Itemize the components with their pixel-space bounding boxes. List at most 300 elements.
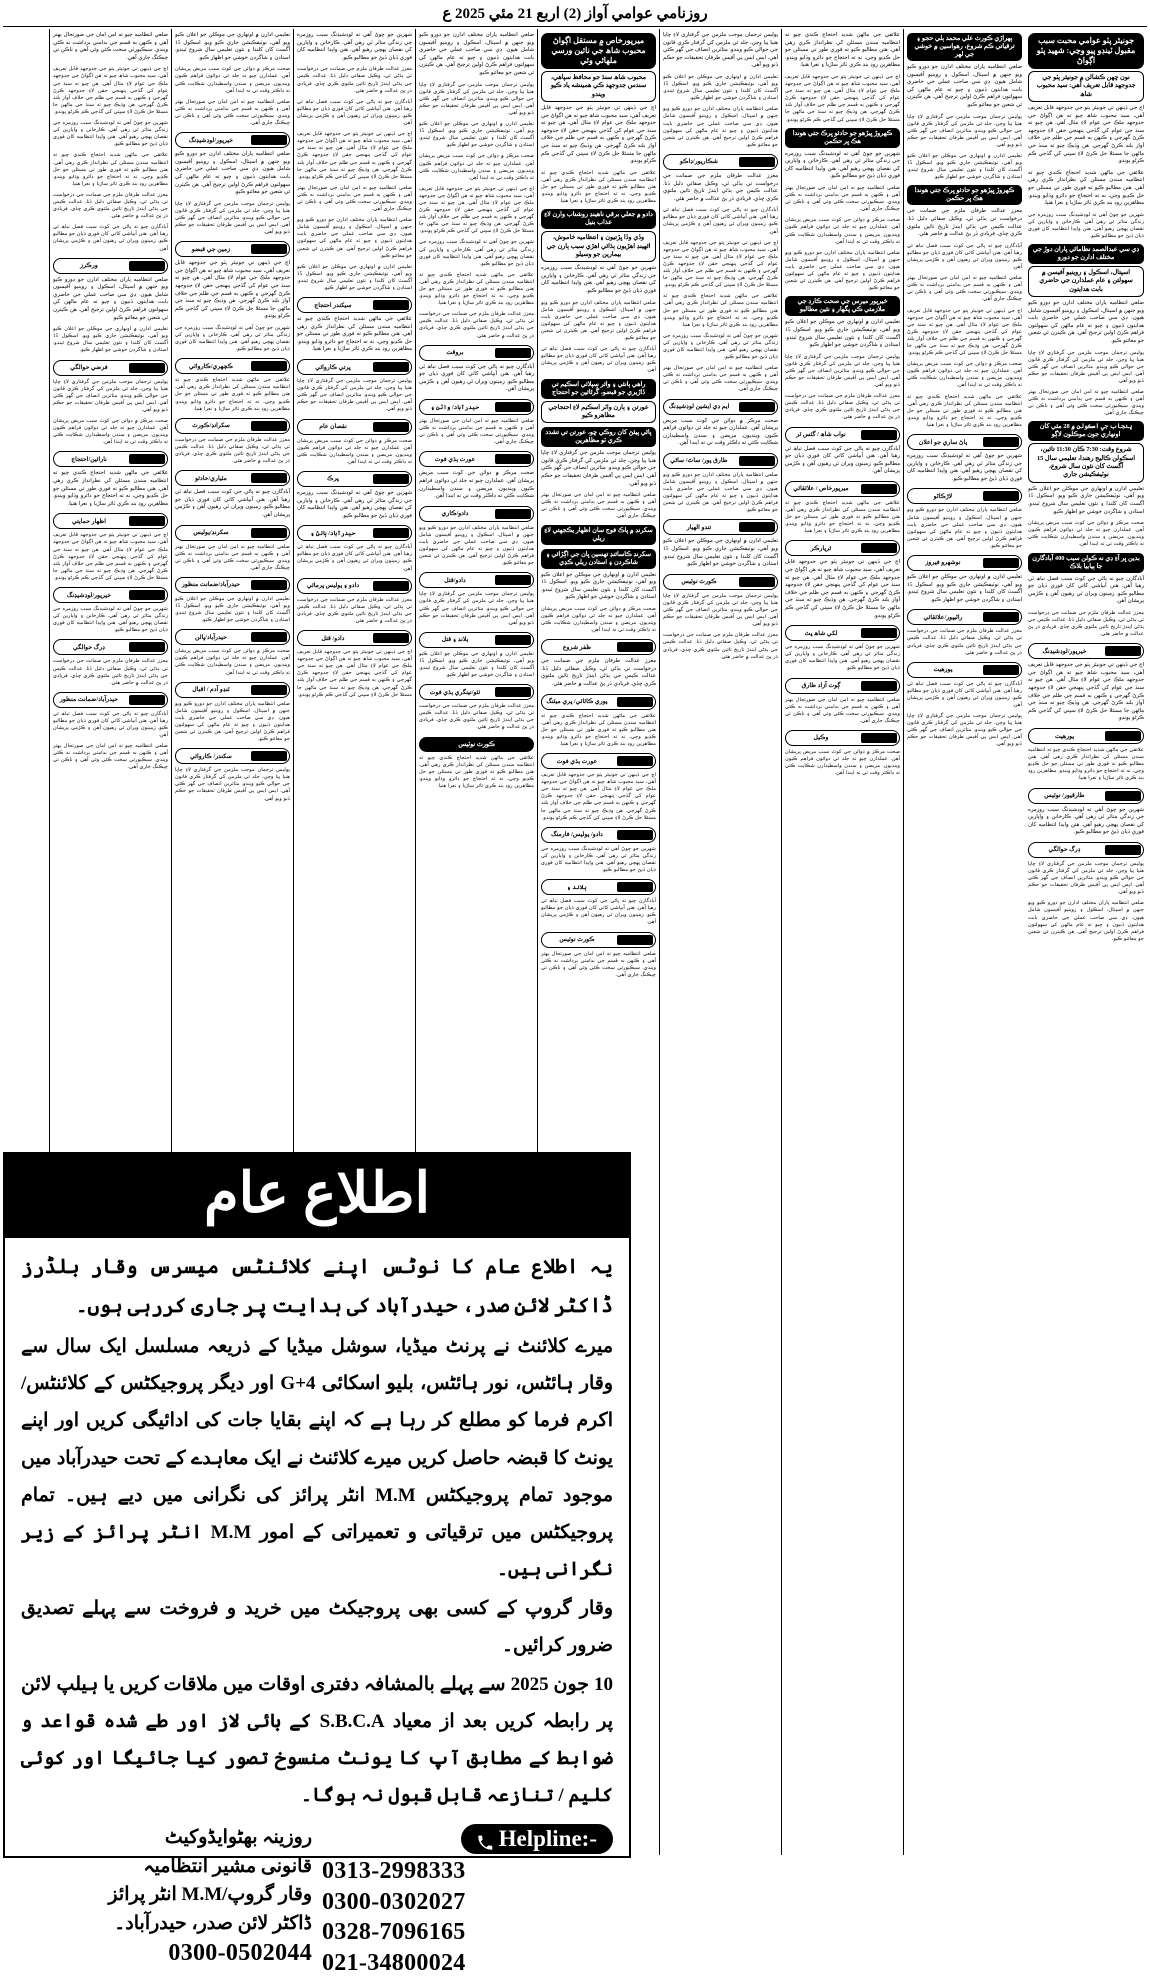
ad-paragraph: 10 جون 2025 سے پہلے بالمشافہ دفتری اوقات میں ملاقات کریں یا ہیلپ لائن پر رابطہ کریں بعد از معیاد S.B.C.A کے بائی لاز اور طے شدہ قواعد و ضوابط کے مطابق آپ کا یونٹ منسوخ تصور کیا جائیگا اور کوئی کلیم / تنازعہ قابل قبول نہ ہوگا۔ (21, 1673, 614, 1806)
headline-dadu-electric-sub: وڏي وڏا ڀڙتيون ۽ انتظاميه خاموش، اڻهينڊ اهڙيون ٻڌائي اهڙي سبب ٻارن جي بيمارين جو وسيلو (541, 231, 656, 262)
chip-label: عورت ٻڌي فوت (434, 455, 476, 463)
section-chip[interactable] (663, 453, 778, 469)
article-body: تعليمي ادارن ۾ اونهاري جي موڪلن جو اعلان ڪيو ويو آهي، نوٽيفڪيشن جاري ڪيو ويو. اسڪول 15 آگسٽ کان کلندا ۽ نئون تعليمي سال شروع ٿيندو. استادن ۽ شاگردن خوشي جو اظهار ڪيو. (297, 263, 412, 291)
redaction-block (495, 402, 531, 412)
chip-label: ٽنڊو آدم / اقبال (192, 686, 230, 694)
section-chip[interactable] (1028, 728, 1144, 744)
section-chip[interactable] (541, 694, 656, 710)
redaction-block (861, 543, 897, 553)
redaction-block (617, 882, 653, 892)
section-chip[interactable] (1028, 788, 1144, 804)
article-body: آبادگارن چيو ته پاڻي جي کوٽ سبب فصل تباھ ٿي رهيا آهن. هنن آبپاشي کاتي کان فوري ڌيان جو مطالبو ڪيو. زمينون ويران ٿي رهيون آهن ۽ ڪڙمي پريشان آهن. (297, 544, 412, 572)
section-chip[interactable] (541, 639, 656, 655)
section-chip[interactable] (175, 682, 290, 698)
section-chip[interactable] (53, 587, 168, 603)
section-chip[interactable] (297, 630, 412, 646)
chip-label: نوشهرو فيروز (925, 559, 961, 567)
article-body: معزز عدالت طرفان ملزم جي ضمانت جي درخواست تي ٻڌڻي ٿي، وڪيل صفائي دليل ڏنا. عدالت ڪيس جي ٻڌڻي ايندڙ تاريخ تائين ملتوي ڪري ڇڏي. فريادي ڌر پڻ عدالت ۾ حاضر هئي. (297, 596, 412, 624)
signature-org: وقار گروپ/M.M انٹر پرائز (108, 1884, 312, 1905)
article-body: ضلعي انتظاميه پاران مختلف ادارن جو دورو ڪيو ويو جنهن ۾ اسپتال، اسڪول ۽ روينيو آفيسون شامل هيون. ڊي سي صاحب عملي جي حاضري بابت هدايتون ڏنيون ۽ چيو ته عام ماڻهن کي سهولتون فراهم ڪرڻ اولين ترجيح آهي. هن ڪيترن ئي شعبن جو معائنو ڪيو. (53, 276, 168, 321)
section-chip[interactable] (53, 513, 168, 529)
article-body: ضلعي انتظاميه چيو ته امن امان جي صورتحال بهتر آهي ۽ ڪنهن به قسم جي بدامني برداشت نه ڪئي ويندي. سيڪيورٽي سخت ڪئي وئي آهي ۽ ناڪن تي چيڪنگ جاري آهي. (1028, 389, 1144, 417)
chip-label: شڪارپور/ڊاڪو (679, 158, 719, 166)
article-body: شهرين جو چوڻ آهي ته لوڊشيڊنگ سبب روزمره جي زندگي متاثر ٿي رهي آهي. ڪارخانن ۽ واپارين کي نقصان پهچي رهيو آهي. هنن واپڊا انتظاميه کان فوري ڌيان ڏيڻ جو مطالبو ڪيو. (53, 120, 168, 148)
article-body: اڄ جي ڏينهن تي جونيئر پٽو جي جدوجهد قابل تعريف آهي، سيد محبوب شاھ چيو ته هن اڳواڻ جي جدوجهد ملڪ جي عوام لاءِ مثال آهي. هن چيو ته سنڌ جي عوام کي گڏجي پنهنجي حقن لاءِ جدوجهد ڪرڻ گهرجي ۽ ڪنهن به قسم جي ظلم جي خلاف آواز بلند ڪرڻ گهرجي. هن وڌيڪ چيو ته سنڌ جي ماڻهن جا مسئلا حل ڪرڻ لاءِ سڀني کي گڏجي ڪم ڪرڻو پوندو. (297, 649, 412, 698)
section-chip[interactable] (785, 481, 900, 497)
section-chip[interactable] (175, 470, 290, 486)
section-chip[interactable] (663, 574, 778, 590)
signature-address: ڈاکٹر لائن صدر، حیدرآباد۔ (114, 1912, 312, 1934)
headline-school-holidays-sub: شروع وقت: 7:30 ڪان 11:30 تائين، اسڪولن ڪاليج رهندا، تعليمي سال 15 آگسٽ کان نئون سال شروع، نوٽيفڪيشن جاري (1028, 443, 1144, 482)
ad-body (5, 1238, 629, 1820)
article-body: آبادگارن چيو ته پاڻي جي کوٽ سبب فصل تباھ ٿي رهيا آهن. هنن آبپاشي کاتي کان فوري ڌيان جو مطالبو ڪيو. زمينون ويران ٿي رهيون آهن ۽ ڪڙمي پريشان آهن. (419, 363, 534, 393)
redaction-block (129, 454, 165, 464)
article-body: صحت مرڪز ۾ دوائن جي کوٽ سبب مريض پريشان آهن. عملدارن چيو ته جلد ئي دوائون فراهم ڪيون وينديون. مريضن ۽ سندن واسطيدارن شڪايت ڪئي ته ڊاڪٽر وقت تي نه ايندا آهن. (785, 217, 900, 245)
article-body: آبادگارن چيو ته پاڻي جي کوٽ سبب فصل تباھ ٿي رهيا آهن. هنن آبپاشي کاتي کان فوري ڌيان جو مطالبو ڪيو. زمينون ويران ٿي رهيون آهن ۽ ڪڙمي پريشان آهن. (53, 224, 168, 252)
section-chip[interactable] (541, 827, 656, 843)
article-body: اڄ جي ڏينهن تي جونيئر پٽو جي جدوجهد قابل تعريف آهي، سيد محبوب شاھ چيو ته هن اڳواڻ جي جدوجهد ملڪ جي عوام لاءِ مثال آهي. هن چيو ته سنڌ جي عوام کي گڏجي پنهنجي حقن لاءِ جدوجهد ڪرڻ گهرجي ۽ ڪنهن به قسم جي ظلم جي خلاف آواز بلند ڪرڻ گهرجي. هن وڌيڪ چيو ته سنڌ جي ماڻهن جا مسئلا حل ڪرڻ لاءِ سڀني کي گڏجي ڪم ڪرڻو پوندو. (419, 185, 534, 235)
article-body: اڄ جي ڏينهن تي جونيئر پٽو جي جدوجهد قابل تعريف آهي، سيد محبوب شاھ چيو ته هن اڳواڻ جي جدوجهد ملڪ جي عوام لاءِ مثال آهي. هن چيو ته سنڌ جي عوام کي گڏجي پنهنجي حقن لاءِ جدوجهد ڪرڻ گهرجي ۽ ڪنهن به قسم جي ظلم جي خلاف آواز بلند ڪرڻ گهرجي. هن وڌيڪ چيو ته سنڌ جي ماڻهن جا مسئلا حل ڪرڻ لاءِ سڀني کي گڏجي ڪم ڪرڻو پوندو. (1028, 662, 1144, 722)
section-chip[interactable] (907, 609, 1022, 625)
article-body: ضلعي انتظاميه چيو ته امن امان جي صورتحال بهتر آهي ۽ ڪنهن به قسم جي بدامني برداشت نه ڪئي ويندي. سيڪيورٽي سخت ڪئي وئي آهي ۽ ناڪن تي چيڪنگ جاري آهي. (53, 32, 168, 61)
section-chip[interactable] (175, 525, 290, 541)
article-body: علائقي جي ماڻهن شديد احتجاج ڪندي چيو ته انتظاميه سندن مسئلن کي نظرانداز ڪري رهي آهي. هنن مطالبو ڪيو ته فوري طور تي مسئلن جو حل ڪڍيو وڃي، نه ته احتجاج جو دائرو وڌايو ويندو. مظاهرين روڊ بند ڪري ٽائر ساڙيا ۽ نعرا هنيا. (175, 377, 290, 412)
section-chip[interactable] (419, 399, 534, 415)
section-chip[interactable] (907, 488, 1022, 504)
article-body: اڄ جي ڏينهن تي جونيئر پٽو جي جدوجهد قابل تعريف آهي، سيد محبوب شاھ چيو ته هن اڳواڻ جي جدوجهد ملڪ جي عوام لاءِ مثال آهي. هن چيو ته سنڌ جي عوام کي گڏجي پنهنجي حقن لاءِ جدوجهد ڪرڻ گهرجي ۽ ڪنهن به قسم جي ظلم جي خلاف آواز بلند ڪرڻ گهرجي. هن وڌيڪ چيو ته سنڌ جي ماڻهن جا مسئلا حل ڪرڻ لاءِ سڀني کي گڏجي ڪم ڪرڻو پوندو. (175, 260, 290, 320)
section-chip[interactable] (419, 345, 534, 361)
redaction-block (373, 528, 409, 538)
redaction-block (983, 491, 1019, 501)
article-body: آبادگارن چيو ته پاڻي جي کوٽ سبب فصل تباھ ٿي رهيا آهن. هنن آبپاشي کاتي کان فوري ڌيان جو مطالبو ڪيو. زمينون ويران ٿي رهيون آهن ۽ ڪڙمي پريشان آهن. (541, 346, 656, 374)
redaction-block (251, 421, 287, 431)
article-body: معزز عدالت طرفان ملزم جي ضمانت جي درخواست تي ٻڌڻي ٿي، وڪيل صفائي دليل ڏنا. عدالت ڪيس جي ٻڌڻي ايندڙ تاريخ تائين ملتوي ڪري ڇڏي. فريادي ڌر پڻ عدالت ۾ حاضر هئي. (663, 172, 778, 202)
section-chip[interactable] (419, 632, 534, 648)
chip-label: ورڪرز (80, 262, 98, 270)
article-body: پوليس ترجمان موجب ملزمن جي گرفتاري لاءِ ڇاپا هنيا پيا وڃن، جلد ئي ملزمن کي گرفتار ڪري قانون جي حوالي ڪيو ويندو. متاثرين انصاف جي گهر ڪئي آهي. ايس ايس پي آفيس طرفان تحقيقات جو حڪم ڏنو ويو آهي. (297, 378, 412, 413)
chip-label: دادو ۽ پوليس ڀرمائي (306, 582, 360, 590)
chip-label: بروقت (446, 349, 464, 357)
article-body: ضلعي انتظاميه چيو ته امن امان جي صورتحال بهتر آهي ۽ ڪنهن به قسم جي بدامني برداشت نه ڪئي ويندي. سيڪيورٽي سخت ڪئي وئي آهي ۽ ناڪن تي چيڪنگ جاري آهي. (53, 743, 168, 771)
redaction-block (373, 581, 409, 591)
section-chip[interactable] (785, 625, 900, 641)
redaction-block (373, 422, 409, 432)
redaction-block (373, 300, 409, 310)
section-chip[interactable] (907, 662, 1022, 678)
article-body: ضلعي انتظاميه چيو ته امن امان جي صورتحال بهتر آهي ۽ ڪنهن به قسم جي بدامني برداشت نه ڪئي ويندي. سيڪيورٽي سخت ڪئي وئي آهي ۽ ناڪن تي چيڪنگ جاري آهي. (175, 98, 290, 127)
article-body: آبادگارن چيو ته پاڻي جي کوٽ سبب فصل تباھ ٿي رهيا آهن. هنن آبپاشي کاتي کان فوري ڌيان جو مطالبو ڪيو. زمينون ويران ٿي رهيون آهن ۽ ڪڙمي پريشان آهن. (785, 445, 900, 475)
redaction-block (495, 575, 531, 585)
article-body: تعليمي ادارن ۾ اونهاري جي موڪلن جو اعلان ڪيو ويو آهي، نوٽيفڪيشن جاري ڪيو ويو. اسڪول 15 آگسٽ کان کلندا ۽ نئون تعليمي سال شروع ٿيندو. استادن ۽ شاگردن خوشي جو اظهار ڪيو. (907, 573, 1022, 603)
article-body: علائقي جي ماڻهن شديد احتجاج ڪندي چيو ته انتظاميه سندن مسئلن کي نظرانداز ڪري رهي آهي. هنن مطالبو ڪيو ته فوري طور تي مسئلن جو حل ڪڍيو وڃي، نه ته احتجاج جو دائرو وڌايو ويندو. مظاهرين روڊ بند ڪري ٽائر ساڙيا ۽ نعرا هنيا. (1028, 747, 1144, 782)
chip-label: پوري ڪاٽائي/ ڀري ميٽنگ (546, 698, 608, 706)
article-body: ضلعي انتظاميه پاران مختلف ادارن جو دورو ڪيو ويو جنهن ۾ اسپتال، اسڪول ۽ روينيو آفيسون شامل هيون. ڊي سي صاحب عملي جي حاضري بابت هدايتون ڏنيون ۽ چيو ته عام ماڻهن کي سهولتون فراهم ڪرڻ اولين ترجيح آهي. هن ڪيترن ئي شعبن جو معائنو ڪيو. (907, 507, 1022, 549)
article-body: ضلعي انتظاميه پاران مختلف ادارن جو دورو ڪيو ويو جنهن ۾ اسپتال، اسڪول ۽ روينيو آفيسون شامل هيون. ڊي سي صاحب عملي جي حاضري بابت هدايتون ڏنيون ۽ چيو ته عام ماڻهن کي سهولتون فراهم ڪرڻ اولين ترجيح آهي. هن ڪيترن ئي شعبن جو معائنو ڪيو. (175, 151, 290, 196)
redaction-block (739, 522, 775, 532)
article-body: آبادگارن چيو ته پاڻي جي کوٽ سبب فصل تباھ ٿي رهيا آهن. هنن آبپاشي کاتي کان فوري ڌيان جو مطالبو ڪيو. زمينون ويران ٿي رهيون آهن ۽ ڪڙمي پريشان آهن. (907, 680, 1022, 708)
chip-label: ڀرڪ (327, 475, 339, 483)
headline-army-rally: سکرنڊ ۾ پاڪ فوج سان اظهار يڪجهتي لاءِ ريلي (541, 525, 656, 545)
article-body: اڄ جي ڏينهن تي جونيئر پٽو جي جدوجهد قابل تعريف آهي، سيد محبوب شاھ چيو ته هن اڳواڻ جي جدوجهد ملڪ جي عوام لاءِ مثال آهي. هن چيو ته سنڌ جي عوام کي گڏجي پنهنجي حقن لاءِ جدوجهد ڪرڻ گهرجي ۽ ڪنهن به قسم جي ظلم جي خلاف آواز بلند ڪرڻ گهرجي. هن وڌيڪ چيو ته سنڌ جي ماڻهن جا مسئلا حل ڪرڻ لاءِ سڀني کي گڏجي ڪم ڪرڻو پوندو. (541, 772, 656, 821)
redaction-block (251, 361, 287, 371)
article-body: پوليس ترجمان موجب ملزمن جي گرفتاري لاءِ ڇاپا هنيا پيا وڃن، جلد ئي ملزمن کي گرفتار ڪري قانون جي حوالي ڪيو ويندو. متاثرين انصاف جي گهر ڪئي آهي. ايس ايس پي آفيس طرفان تحقيقات جو حڪم ڏنو ويو آهي. (419, 81, 534, 116)
article-body: شهرين جو چوڻ آهي ته لوڊشيڊنگ سبب روزمره جي زندگي متاثر ٿي رهي آهي. ڪارخانن ۽ واپارين کي نقصان پهچي رهيو آهي. هنن واپڊا انتظاميه کان فوري ڌيان ڏيڻ جو مطالبو ڪيو. (663, 332, 778, 361)
chip-label: دادو/قتل (444, 576, 466, 584)
article-body: ضلعي انتظاميه چيو ته امن امان جي صورتحال بهتر آهي ۽ ڪنهن به قسم جي بدامني برداشت نه ڪئي ويندي. سيڪيورٽي سخت ڪئي وئي آهي ۽ ناڪن تي چيڪنگ جاري آهي. (785, 696, 900, 724)
article-body: صحت مرڪز ۾ دوائن جي کوٽ سبب مريض پريشان آهن. عملدارن چيو ته جلد ئي دوائون فراهم ڪيون وينديون. مريضن ۽ سندن واسطيدارن شڪايت ڪئي ته ڊاڪٽر وقت تي نه ايندا آهن. (175, 66, 290, 94)
chip-label: نقصان عام (319, 423, 347, 431)
column-4 (659, 29, 781, 1855)
chip-label: خيرپور/لوڊشيڊنگ (188, 136, 234, 144)
chip-label: وڪيل (813, 734, 829, 742)
section-chip[interactable] (297, 525, 412, 541)
article-body: شهرين جو چوڻ آهي ته لوڊشيڊنگ سبب روزمره جي زندگي متاثر ٿي رهي آهي. ڪارخانن ۽ واپارين کي نقصان پهچي رهيو آهي. هنن واپڊا انتظاميه کان فوري ڌيان ڏيڻ جو مطالبو ڪيو. (1028, 806, 1144, 836)
redaction-block (251, 751, 287, 761)
article-body: تعليمي ادارن ۾ اونهاري جي موڪلن جو اعلان ڪيو ويو آهي، نوٽيفڪيشن جاري ڪيو ويو. اسڪول 15 آگسٽ کان کلندا ۽ نئون تعليمي سال شروع ٿيندو. استادن ۽ شاگردن خوشي جو اظهار ڪيو. (663, 73, 778, 102)
article-body: آبادگارن چيو ته پاڻي جي کوٽ سبب فصل تباھ ٿي رهيا آهن. هنن آبپاشي کاتي کان فوري ڌيان جو مطالبو ڪيو. زمينون ويران ٿي رهيون آهن ۽ ڪڙمي پريشان آهن. (297, 98, 412, 127)
chip-label: تندو الهيار (686, 523, 712, 531)
article-body: ضلعي انتظاميه چيو ته امن امان جي صورتحال بهتر آهي ۽ ڪنهن به قسم جي بدامني برداشت نه ڪئي ويندي. سيڪيورٽي سخت ڪئي وئي آهي ۽ ناڪن تي چيڪنگ جاري آهي. (541, 492, 656, 520)
redaction-block (983, 612, 1019, 622)
article-body: علائقي جي ماڻهن شديد احتجاج ڪندي چيو ته انتظاميه سندن مسئلن کي نظرانداز ڪري رهي آهي. هنن مطالبو ڪيو ته فوري طور تي مسئلن جو حل ڪڍيو وڃي، نه ته احتجاج جو دائرو وڌايو ويندو. مظاهرين روڊ بند ڪري ٽائر ساڙيا ۽ نعرا هنيا. (541, 712, 656, 747)
article-body: ضلعي انتظاميه پاران مختلف ادارن جو دورو ڪيو ويو جنهن ۾ اسپتال، اسڪول ۽ روينيو آفيسون شامل هيون. ڊي سي صاحب عملي جي حاضري بابت هدايتون ڏنيون ۽ چيو ته عام ماڻهن کي سهولتون فراهم ڪرڻ اولين ترجيح آهي. هن ڪيترن ئي شعبن جو معائنو ڪيو. (1028, 300, 1144, 345)
redaction-block (495, 687, 531, 697)
ad-paragraph: يہ اطلاع عام کا نوٹس اپنے کلائنٹس میسرس وقار بلڈرز ڈاکٹر لائن صدر، حیدرآباد کی ہدایت پر جاری کررہی ہوں۔ (21, 1256, 613, 1318)
redaction-block (861, 628, 897, 638)
chip-label: حيدرآباد/ضمانت منظور (59, 696, 119, 704)
article-body: پوليس ترجمان موجب ملزمن جي گرفتاري لاءِ ڇاپا هنيا پيا وڃن، جلد ئي ملزمن کي گرفتار ڪري قانون جي حوالي ڪيو ويندو. متاثرين انصاف جي گهر ڪئي آهي. ايس ايس پي آفيس طرفان تحقيقات جو حڪم ڏنو ويو آهي. (907, 713, 1022, 748)
headline-ghairo: ڪهروڙ ڀيڙهو جو حادثو ڀرڪ جتي هوندا هڪ ڀر حڪمن (907, 185, 1022, 205)
section-chip[interactable] (419, 572, 534, 588)
chip-label: راڻيپور/علائقائي (923, 613, 963, 621)
article-body: پوليس ترجمان موجب ملزمن جي گرفتاري لاءِ ڇاپا هنيا پيا وڃن، جلد ئي ملزمن کي گرفتار ڪري قانون جي حوالي ڪيو ويندو. متاثرين انصاف جي گهر ڪئي آهي. ايس ايس پي آفيس طرفان تحقيقات جو حڪم ڏنو ويو آهي. (53, 378, 168, 413)
article-body: تعليمي ادارن ۾ اونهاري جي موڪلن جو اعلان ڪيو ويو آهي، نوٽيفڪيشن جاري ڪيو ويو. اسڪول 15 آگسٽ کان کلندا ۽ نئون تعليمي سال شروع ٿيندو. استادن ۽ شاگردن خوشي جو اظهار ڪيو. (419, 650, 534, 679)
article-body: صحت مرڪز ۾ دوائن جي کوٽ سبب مريض پريشان آهن. عملدارن چيو ته جلد ئي دوائون فراهم ڪيون وينديون. مريضن ۽ سندن واسطيدارن شڪايت ڪئي ته ڊاڪٽر وقت تي نه ايندا آهن. (1028, 520, 1144, 548)
redaction-block (251, 580, 287, 590)
section-chip[interactable] (53, 639, 168, 655)
signature-phone[interactable]: 0300-0502044 (168, 1940, 312, 1966)
article-body: اڄ جي ڏينهن تي جونيئر پٽو جي جدوجهد قابل تعريف آهي، سيد محبوب شاھ چيو ته هن اڳواڻ جي جدوجهد ملڪ جي عوام لاءِ مثال آهي. هن چيو ته سنڌ جي عوام کي گڏجي پنهنجي حقن لاءِ جدوجهد ڪرڻ گهرجي ۽ ڪنهن به قسم جي ظلم جي خلاف آواز بلند ڪرڻ گهرجي. هن وڌيڪ چيو ته سنڌ جي ماڻهن جا مسئلا حل ڪرڻ لاءِ سڀني کي گڏجي ڪم ڪرڻو پوندو. (297, 131, 412, 180)
headline-rahi-water: راهي ٻانئي ۽ وائر سپلائي اسڪيم تي ڏاڙيري جو قبضو، گُرڻائين جو احتجاج (541, 379, 656, 399)
column-1 (1025, 29, 1147, 1855)
article-body: ضلعي انتظاميه پاران مختلف ادارن جو دورو ڪيو ويو جنهن ۾ اسپتال، اسڪول ۽ روينيو آفيسون شامل هيون. ڊي سي صاحب عملي جي حاضري بابت هدايتون ڏنيون ۽ چيو ته عام ماڻهن کي سهولتون فراهم ڪرڻ اولين ترجيح آهي. هن ڪيترن ئي شعبن جو معائنو ڪيو. (297, 217, 412, 259)
article-body: پوليس ترجمان موجب ملزمن جي گرفتاري لاءِ ڇاپا هنيا پيا وڃن، جلد ئي ملزمن کي گرفتار ڪري قانون جي حوالي ڪيو ويندو. متاثرين انصاف جي گهر ڪئي آهي. ايس ايس پي آفيس طرفان تحقيقات جو حڪم ڏنو ويو آهي. (175, 767, 290, 802)
redaction-block (617, 830, 653, 840)
redaction-block (983, 558, 1019, 568)
article-body: معزز عدالت طرفان ملزم جي ضمانت جي درخواست تي ٻڌڻي ٿي، وڪيل صفائي دليل ڏنا. عدالت ڪيس جي ٻڌڻي ايندڙ تاريخ تائين ملتوي ڪري ڇڏي. فريادي ڌر پڻ عدالت ۾ حاضر هئي. (53, 658, 168, 686)
headline-lead-mid-sub: محبوب شاھ سنڌ جو محافظ سپاهي، سندس جدوجهد ڪي همينشه ياد ڪيو ويندو (541, 71, 656, 102)
article-body: تعليمي ادارن ۾ اونهاري جي موڪلن جو اعلان ڪيو ويو آهي، نوٽيفڪيشن جاري ڪيو ويو. اسڪول 15 آگسٽ کان کلندا ۽ نئون تعليمي سال شروع ٿيندو. استادن ۽ شاگردن خوشي جو اظهار ڪيو. (419, 121, 534, 149)
article-body: ضلعي انتظاميه پاران مختلف ادارن جو دورو ڪيو ويو جنهن ۾ اسپتال، اسڪول ۽ روينيو آفيسون شامل هيون. ڊي سي صاحب عملي جي حاضري بابت هدايتون ڏنيون ۽ چيو ته عام ماڻهن کي سهولتون فراهم ڪرڻ اولين ترجيح آهي. هن ڪيترن ئي شعبن جو معائنو ڪيو. (663, 471, 778, 514)
court-notice-header: ڪورٽ نوٽيس (419, 737, 534, 752)
chip-label: لاڙڪاڻو (933, 492, 953, 500)
chip-label: ڀرتي ڪاروائي (315, 363, 351, 371)
redaction-block (1105, 791, 1141, 801)
redaction-block (251, 528, 287, 538)
section-chip[interactable] (53, 360, 168, 376)
chip-label: نواب شاھ / گئس ٽر (796, 431, 846, 439)
article-body: آبادگارن چيو ته پاڻي جي کوٽ سبب فصل تباھ ٿي رهيا آهن. هنن آبپاشي کاتي کان فوري ڌيان جو مطالبو ڪيو. زمينون ويران ٿي رهيون آهن ۽ ڪڙمي پريشان آهن. (541, 898, 656, 926)
headline-dc-tour-sub: اسپتال، اسڪول ۽ روينيو آفيسن ۾ سهولتن ۽ عام عملدارن جي حاضري بابت هدايتون (1028, 266, 1144, 297)
article-body: معزز عدالت طرفان ملزم جي ضمانت جي درخواست تي ٻڌڻي ٿي، وڪيل صفائي دليل ڏنا. عدالت ڪيس جي ٻڌڻي ايندڙ تاريخ تائين ملتوي ڪري ڇڏي. فريادي ڌر پڻ عدالت ۾ حاضر هئي. (53, 191, 168, 220)
article-body: شهرين جو چوڻ آهي ته لوڊشيڊنگ سبب روزمره جي زندگي متاثر ٿي رهي آهي. ڪارخانن ۽ واپارين کي نقصان پهچي رهيو آهي. هنن واپڊا انتظاميه کان فوري ڌيان ڏيڻ جو مطالبو ڪيو. (1028, 211, 1144, 239)
article-body: اڄ جي ڏينهن تي جونيئر پٽو جي جدوجهد قابل تعريف آهي، سيد محبوب شاھ چيو ته هن اڳواڻ جي جدوجهد ملڪ جي عوام لاءِ مثال آهي. هن چيو ته سنڌ جي عوام کي گڏجي پنهنجي حقن لاءِ جدوجهد ڪرڻ گهرجي ۽ ڪنهن به قسم جي ظلم جي خلاف آواز بلند ڪرڻ گهرجي. هن وڌيڪ چيو ته سنڌ جي ماڻهن جا مسئلا حل ڪرڻ لاءِ سڀني کي گڏجي ڪم ڪرڻو پوندو. (53, 66, 168, 115)
phone-icon (477, 1831, 493, 1847)
redaction-block (861, 733, 897, 743)
chip-label: مٽياري/حادثو (195, 474, 227, 482)
section-chip[interactable] (175, 241, 290, 257)
redaction-block (373, 633, 409, 643)
article-body: آبادگارن چيو ته پاڻي جي کوٽ سبب فصل تباھ ٿي رهيا آهن. هنن آبپاشي کاتي کان فوري ڌيان جو مطالبو ڪيو. زمينون ويران ٿي رهيون آهن ۽ ڪڙمي پريشان آهن. (907, 242, 1022, 271)
article-body: معزز عدالت طرفان ملزم جي ضمانت جي درخواست تي ٻڌڻي ٿي، وڪيل صفائي دليل ڏنا. عدالت ڪيس جي ٻڌڻي ايندڙ تاريخ تائين ملتوي ڪري ڇڏي. فريادي ڌر پڻ عدالت ۾ حاضر هئي. (663, 632, 778, 660)
article-body: صحت مرڪز ۾ دوائن جي کوٽ سبب مريض پريشان آهن. عملدارن چيو ته جلد ئي دوائون فراهم ڪيون وينديون. مريضن ۽ سندن واسطيدارن شڪايت ڪئي ته ڊاڪٽر وقت تي نه ايندا آهن. (53, 418, 168, 446)
section-chip[interactable] (297, 471, 412, 487)
ad-footer (5, 1820, 629, 1987)
redaction-block (495, 348, 531, 358)
article-body: ضلعي انتظاميه چيو ته امن امان جي صورتحال بهتر آهي ۽ ڪنهن به قسم جي بدامني برداشت نه ڪئي ويندي. سيڪيورٽي سخت ڪئي وئي آهي ۽ ناڪن تي چيڪنگ جاري آهي. (175, 543, 290, 571)
article-body: شهرين جو چوڻ آهي ته لوڊشيڊنگ سبب روزمره جي زندگي متاثر ٿي رهي آهي. ڪارخانن ۽ واپارين کي نقصان پهچي رهيو آهي. هنن واپڊا انتظاميه کان فوري ڌيان ڏيڻ جو مطالبو ڪيو. (907, 453, 1022, 482)
column-2 (903, 29, 1025, 1855)
section-chip[interactable] (175, 132, 290, 148)
chip-label: دادو/ قتل (321, 634, 345, 642)
section-chip[interactable] (785, 427, 900, 443)
article-body: صحت مرڪز ۾ دوائن جي کوٽ سبب مريض پريشان آهن. عملدارن چيو ته جلد ئي دوائون فراهم ڪيون وينديون. مريضن ۽ سندن واسطيدارن شڪايت ڪئي ته ڊاڪٽر وقت تي نه ايندا آهن. (785, 748, 900, 777)
article-body: معزز عدالت طرفان ملزم جي ضمانت جي درخواست تي ٻڌڻي ٿي، وڪيل صفائي دليل ڏنا. عدالت ڪيس جي ٻڌڻي ايندڙ تاريخ تائين ملتوي ڪري ڇڏي. فريادي ڌر پڻ عدالت ۾ حاضر هئي. (907, 628, 1022, 656)
chip-label: نارائين/احتجاج (71, 455, 107, 463)
article-body: علائقي جي ماڻهن شديد احتجاج ڪندي چيو ته انتظاميه سندن مسئلن کي نظرانداز ڪري رهي آهي. هنن مطالبو ڪيو ته فوري طور تي مسئلن جو حل ڪڍيو وڃي، نه ته احتجاج جو دائرو وڌايو ويندو. مظاهرين روڊ بند ڪري ٽائر ساڙيا ۽ نعرا هنيا. (1028, 169, 1144, 207)
chip-label: دادو/ پوليس/ فارمنگ (551, 831, 603, 839)
article-body: علائقي جي ماڻهن شديد احتجاج ڪندي چيو ته انتظاميه سندن مسئلن کي نظرانداز ڪري رهي آهي. هنن مطالبو ڪيو ته فوري طور تي مسئلن جو حل ڪڍيو وڃي، نه ته احتجاج جو دائرو وڌايو ويندو. مظاهرين روڊ بند ڪري ٽائر ساڙيا ۽ نعرا هنيا. (297, 316, 412, 353)
article-body: صحت مرڪز ۾ دوائن جي کوٽ سبب مريض پريشان آهن. عملدارن چيو ته جلد ئي دوائون فراهم ڪيون وينديون. مريضن ۽ سندن واسطيدارن شڪايت ڪئي ته ڊاڪٽر وقت تي نه ايندا آهن. (907, 361, 1022, 389)
section-chip[interactable] (53, 258, 168, 274)
article-body: شهرين جو چوڻ آهي ته لوڊشيڊنگ سبب روزمره جي زندگي متاثر ٿي رهي آهي. ڪارخانن ۽ واپارين کي نقصان پهچي رهيو آهي. هنن واپڊا انتظاميه کان فوري ڌيان ڏيڻ جو مطالبو ڪيو. (785, 644, 900, 672)
article-body: آبادگارن چيو ته پاڻي جي کوٽ سبب فصل تباھ ٿي رهيا آهن. هنن آبپاشي کاتي کان فوري ڌيان جو مطالبو ڪيو. زمينون ويران ٿي رهيون آهن ۽ ڪڙمي پريشان آهن. (53, 710, 168, 739)
chip-label: پورهيت (933, 666, 953, 674)
chip-label: حيدرآباد/ڀالن (195, 633, 227, 641)
article-body: ضلعي انتظاميه پاران مختلف ادارن جو دورو ڪيو ويو جنهن ۾ اسپتال، اسڪول ۽ روينيو آفيسون شامل هيون. ڊي سي صاحب عملي جي حاضري بابت هدايتون ڏنيون ۽ چيو ته عام ماڻهن کي سهولتون فراهم ڪرڻ اولين ترجيح آهي. هن ڪيترن ئي شعبن جو معائنو ڪيو. (541, 299, 656, 342)
article-body: شهرين جو چوڻ آهي ته لوڊشيڊنگ سبب روزمره جي زندگي متاثر ٿي رهي آهي. ڪارخانن ۽ واپارين کي نقصان پهچي رهيو آهي. هنن واپڊا انتظاميه کان فوري ڌيان ڏيڻ جو مطالبو ڪيو. (541, 845, 656, 874)
phone-number[interactable]: 0313-2998333 (322, 1858, 466, 1884)
helpline-pill (461, 1824, 613, 1854)
section-chip[interactable] (541, 932, 656, 948)
section-chip[interactable] (175, 629, 290, 645)
section-chip[interactable] (297, 419, 412, 435)
chip-label: ٿرپارڪر (810, 544, 832, 552)
article-body: علائقي جي ماڻهن شديد احتجاج ڪندي چيو ته انتظاميه سندن مسئلن کي نظرانداز ڪري رهي آهي. هنن مطالبو ڪيو ته فوري طور تي مسئلن جو حل ڪڍيو وڃي، نه ته احتجاج جو دائرو وڌايو ويندو. مظاهرين روڊ بند ڪري ٽائر ساڙيا ۽ نعرا هنيا. (541, 169, 656, 205)
chip-label: سکرنڊ/پوليس (193, 529, 229, 536)
headline-army-rally-sub: سکرنڊ ڪاسائنڊ تهسين ڀان جي اڳڙائي ۽ شاڪردن ۽ استادن ريلي ڪڍي (541, 549, 656, 569)
article-body: ضلعي انتظاميه پاران مختلف ادارن جو دورو ڪيو ويو جنهن ۾ اسپتال، اسڪول ۽ روينيو آفيسون شامل هيون. ڊي سي صاحب عملي جي حاضري بابت هدايتون ڏنيون ۽ چيو ته عام ماڻهن کي سهولتون فراهم ڪرڻ اولين ترجيح آهي. هن ڪيترن ئي شعبن جو معائنو ڪيو. (785, 249, 900, 292)
redaction-block (1105, 845, 1141, 855)
section-chip[interactable] (663, 519, 778, 535)
redaction-block (251, 244, 287, 254)
headline-rahi-water-sub2: پاڻي پيئڻ کان روڪي ڇو، عورتن تي تشدد ڪري ٽو مظاهرين (541, 427, 656, 447)
article-body: ضلعي انتظاميه چيو ته امن امان جي صورتحال بهتر آهي ۽ ڪنهن به قسم جي بدامني برداشت نه ڪئي ويندي. سيڪيورٽي سخت ڪئي وئي آهي ۽ ناڪن تي چيڪنگ جاري آهي. (663, 365, 778, 393)
section-chip[interactable] (907, 555, 1022, 571)
article-body: پوليس ترجمان موجب ملزمن جي گرفتاري لاءِ ڇاپا هنيا پيا وڃن، جلد ئي ملزمن کي گرفتار ڪري قانون جي حوالي ڪيو ويندو. متاثرين انصاف جي گهر ڪئي آهي. ايس ايس پي آفيس طرفان تحقيقات جو حڪم ڏنو ويو آهي. (663, 32, 778, 69)
chip-label: پاڻ ساري جو اعلان (918, 438, 968, 446)
article-body: اڄ جي ڏينهن تي جونيئر پٽو جي جدوجهد قابل تعريف آهي، سيد محبوب شاھ چيو ته هن اڳواڻ جي جدوجهد ملڪ جي عوام لاءِ مثال آهي. هن چيو ته سنڌ جي عوام کي گڏجي پنهنجي حقن لاءِ جدوجهد ڪرڻ گهرجي ۽ ڪنهن به قسم جي ظلم جي خلاف آواز بلند ڪرڻ گهرجي. هن وڌيڪ چيو ته سنڌ جي ماڻهن جا مسئلا حل ڪرڻ لاءِ سڀني کي گڏجي ڪم ڪرڻو پوندو. (541, 104, 656, 165)
article-body: شهرين جو چوڻ آهي ته لوڊشيڊنگ سبب روزمره جي زندگي متاثر ٿي رهي آهي. ڪارخانن ۽ واپارين کي نقصان پهچي رهيو آهي. هنن واپڊا انتظاميه کان فوري ڌيان ڏيڻ جو مطالبو ڪيو. (541, 265, 656, 294)
chip-label: زمين جي قبضو (191, 245, 231, 253)
article-body: معزز عدالت طرفان ملزم جي ضمانت جي درخواست تي ٻڌڻي ٿي، وڪيل صفائي دليل ڏنا. عدالت ڪيس جي ٻڌڻي ايندڙ تاريخ تائين ملتوي ڪري ڇڏي. فريادي ڌر پڻ عدالت ۾ حاضر هئي. (541, 658, 656, 688)
section-chip[interactable] (175, 748, 290, 764)
redaction-block (739, 157, 775, 167)
redaction-block (251, 685, 287, 695)
section-chip[interactable] (541, 753, 656, 769)
section-chip[interactable] (663, 154, 778, 170)
advertisement-itlaa-aam (3, 1152, 631, 1977)
chip-label: سکندر/ ڪاروائي (190, 752, 232, 760)
redaction-block (617, 935, 653, 945)
signature-name: روزینہ بھٹوایڈوکیٹ (164, 1827, 312, 1848)
article-body: علائقي جي ماڻهن شديد احتجاج ڪندي چيو ته انتظاميه سندن مسئلن کي نظرانداز ڪري رهي آهي. هنن مطالبو ڪيو ته فوري طور تي مسئلن جو حل ڪڍيو وڃي، نه ته احتجاج جو دائرو وڌايو ويندو. مظاهرين روڊ بند ڪري ٽائر ساڙيا ۽ نعرا هنيا. (53, 152, 168, 187)
article-body: ضلعي انتظاميه پاران مختلف ادارن جو دورو ڪيو ويو جنهن ۾ اسپتال، اسڪول ۽ روينيو آفيسون شامل هيون. ڊي سي صاحب عملي جي حاضري بابت هدايتون ڏنيون ۽ چيو ته عام ماڻهن کي سهولتون فراهم ڪرڻ اولين ترجيح آهي. هن ڪيترن ئي شعبن جو معائنو ڪيو. (1028, 900, 1144, 942)
headline-rahi-water-sub: عورتن ۽ ٻارن واٽر اسڪيم لاءِ احتجاجي مظاهرو ڪيو (541, 401, 656, 424)
phone-number[interactable]: 0300-0302027 (322, 1888, 466, 1915)
section-chip[interactable] (541, 879, 656, 895)
article-body: صحت مرڪز ۾ دوائن جي کوٽ سبب مريض پريشان آهن. عملدارن چيو ته جلد ئي دوائون فراهم ڪيون وينديون. مريضن ۽ سندن واسطيدارن شڪايت ڪئي ته ڊاڪٽر وقت تي نه ايندا آهن. (663, 417, 778, 447)
chip-label: عورت ٻڌي فوت (556, 757, 598, 765)
phone-number[interactable]: 0328-7096165 (322, 1919, 466, 1946)
section-chip[interactable] (53, 692, 168, 708)
section-chip[interactable] (175, 577, 290, 593)
chip-label: طارقپور/ نوٽيس (1044, 792, 1085, 799)
chip-label: ايم ڊي ايشين لوڊشيڊنگ (668, 403, 730, 411)
chip-label: ٺٽو/نينگري ٻڌي فوت (429, 688, 481, 696)
article-body: تعليمي ادارن ۾ اونهاري جي موڪلن جو اعلان ڪيو ويو آهي، نوٽيفڪيشن جاري ڪيو ويو. اسڪول 15 آگسٽ کان کلندا ۽ نئون تعليمي سال شروع ٿيندو. استادن ۽ شاگردن خوشي جو اظهار ڪيو. (541, 571, 656, 601)
section-chip[interactable] (1028, 842, 1144, 858)
article-body: اڄ جي ڏينهن تي جونيئر پٽو جي جدوجهد قابل تعريف آهي، سيد محبوب شاھ چيو ته هن اڳواڻ جي جدوجهد ملڪ جي عوام لاءِ مثال آهي. هن چيو ته سنڌ جي عوام کي گڏجي پنهنجي حقن لاءِ جدوجهد ڪرڻ گهرجي ۽ ڪنهن به قسم جي ظلم جي خلاف آواز بلند ڪرڻ گهرجي. هن وڌيڪ چيو ته سنڌ جي ماڻهن جا مسئلا حل ڪرڻ لاءِ سڀني کي گڏجي ڪم ڪرڻو پوندو. (907, 307, 1022, 357)
redaction-block (373, 362, 409, 372)
section-chip[interactable] (785, 730, 900, 746)
article-body: اڄ جي ڏينهن تي جونيئر پٽو جي جدوجهد قابل تعريف آهي، سيد محبوب شاھ چيو ته هن اڳواڻ جي جدوجهد ملڪ جي عوام لاءِ مثال آهي. هن چيو ته سنڌ جي عوام کي گڏجي پنهنجي حقن لاءِ جدوجهد ڪرڻ گهرجي ۽ ڪنهن به قسم جي ظلم جي خلاف آواز بلند ڪرڻ گهرجي. هن وڌيڪ چيو ته سنڌ جي ماڻهن جا مسئلا حل ڪرڻ لاءِ سڀني کي گڏجي ڪم ڪرڻو پوندو. (663, 239, 778, 289)
headline-badin: بدين ڀر آءِ ڊي نه ڪولن سبب 400 آبادگارن جا ٻيابيا بلاڪ (1028, 553, 1144, 573)
article-body: پوليس ترجمان موجب ملزمن جي گرفتاري لاءِ ڇاپا هنيا پيا وڃن، جلد ئي ملزمن کي گرفتار ڪري قانون جي حوالي ڪيو ويندو. متاثرين انصاف جي گهر ڪئي آهي. ايس ايس پي آفيس طرفان تحقيقات جو حڪم ڏنو ويو آهي. (907, 113, 1022, 148)
section-chip[interactable] (785, 678, 900, 694)
redaction-block (739, 456, 775, 466)
chip-label: ڪچهري/ڪاروائي (188, 362, 234, 370)
chip-label: ڪورٽ نوٽيس (681, 578, 717, 586)
article-body: علائقي جي ماڻهن شديد احتجاج ڪندي چيو ته انتظاميه سندن مسئلن کي نظرانداز ڪري رهي آهي. هنن مطالبو ڪيو ته فوري طور تي مسئلن جو حل ڪڍيو وڃي، نه ته احتجاج جو دائرو وڌايو ويندو. مظاهرين روڊ بند ڪري ٽائر ساڙيا ۽ نعرا هنيا. (907, 393, 1022, 428)
article-body: ضلعي انتظاميه چيو ته امن امان جي صورتحال بهتر آهي ۽ ڪنهن به قسم جي بدامني برداشت نه ڪئي ويندي. سيڪيورٽي سخت ڪئي وئي آهي ۽ ناڪن تي چيڪنگ جاري آهي. (907, 275, 1022, 303)
article-body: ضلعي انتظاميه پاران مختلف ادارن جو دورو ڪيو ويو جنهن ۾ اسپتال، اسڪول ۽ روينيو آفيسون شامل هيون. ڊي سي صاحب عملي جي حاضري بابت هدايتون ڏنيون ۽ چيو ته عام ماڻهن کي سهولتون فراهم ڪرڻ اولين ترجيح آهي. هن ڪيترن ئي شعبن جو معائنو ڪيو. (175, 700, 290, 743)
chip-label: پورهيت (1054, 732, 1075, 740)
article-body: معزز عدالت طرفان ملزم جي ضمانت جي درخواست تي ٻڌڻي ٿي، وڪيل صفائي دليل ڏنا. عدالت ڪيس جي ٻڌڻي ايندڙ تاريخ تائين ملتوي ڪري ڇڏي. فريادي ڌر پڻ عدالت ۾ حاضر هئي. (297, 66, 412, 94)
redaction-block (251, 135, 287, 145)
redaction-block (617, 697, 653, 707)
chip-label: سيکندر احتجاج (314, 301, 352, 309)
headline-kahroro: ڪهروڙ ڀيڙهو جو حادثو ڀرڪ جتي هوندا هڪ ڀر حڪمن (785, 128, 900, 148)
section-chip[interactable] (663, 399, 778, 415)
signature-role: قانونی مشیر انتظامیہ (143, 1855, 312, 1877)
helpline-label: Helpline:- (498, 1826, 597, 1851)
article-body: اڄ جي ڏينهن تي جونيئر پٽو جي جدوجهد قابل تعريف آهي، سيد محبوب شاھ چيو ته هن اڳواڻ جي جدوجهد ملڪ جي عوام لاءِ مثال آهي. هن چيو ته سنڌ جي عوام کي گڏجي پنهنجي حقن لاءِ جدوجهد ڪرڻ گهرجي ۽ ڪنهن به قسم جي ظلم جي خلاف آواز بلند ڪرڻ گهرجي. هن وڌيڪ چيو ته سنڌ جي ماڻهن جا مسئلا حل ڪرڻ لاءِ سڀني کي گڏجي ڪم ڪرڻو پوندو. (1028, 104, 1144, 165)
section-chip[interactable] (419, 684, 534, 700)
article-body: صحت مرڪز ۾ دوائن جي کوٽ سبب مريض پريشان آهن. عملدارن چيو ته جلد ئي دوائون فراهم ڪيون وينديون. مريضن ۽ سندن واسطيدارن شڪايت ڪئي ته ڊاڪٽر وقت تي نه ايندا آهن. (419, 153, 534, 181)
chip-label: ميرپورخاص / علائقائي (793, 485, 849, 493)
chip-label: حيدرآباد/ ٻالڻ ۽ (310, 529, 356, 537)
article-body: اڄ جي ڏينهن تي جونيئر پٽو جي جدوجهد قابل تعريف آهي، سيد محبوب شاھ چيو ته هن اڳواڻ جي جدوجهد ملڪ جي عوام لاءِ مثال آهي. هن چيو ته سنڌ جي عوام کي گڏجي پنهنجي حقن لاءِ جدوجهد ڪرڻ گهرجي ۽ ڪنهن به قسم جي ظلم جي خلاف آواز بلند ڪرڻ گهرجي. هن وڌيڪ چيو ته سنڌ جي ماڻهن جا مسئلا حل ڪرڻ لاءِ سڀني کي گڏجي ڪم ڪرڻو پوندو. (785, 559, 900, 619)
article-body: شهرين جو چوڻ آهي ته لوڊشيڊنگ سبب روزمره جي زندگي متاثر ٿي رهي آهي. ڪارخانن ۽ واپارين کي نقصان پهچي رهيو آهي. هنن واپڊا انتظاميه کان فوري ڌيان ڏيڻ جو مطالبو ڪيو. (785, 150, 900, 180)
redaction-block (129, 695, 165, 705)
redaction-block (1105, 731, 1141, 741)
redaction-block (983, 665, 1019, 675)
headline-lead-mid: ميرپورخاص ۾ مستقل اڳواڻ محبوب شاھ جي نائين ورسي ملهائي وئي (541, 33, 656, 69)
redaction-block (495, 509, 531, 519)
chip-label: ظفر شروع (562, 643, 592, 651)
section-chip[interactable] (419, 451, 534, 467)
article-body: آبادگارن چيو ته پاڻي جي کوٽ سبب فصل تباھ ٿي رهيا آهن. هنن آبپاشي کاتي کان فوري ڌيان جو مطالبو ڪيو. زمينون ويران ٿي رهيون آهن ۽ ڪڙمي پريشان آهن. (1028, 575, 1144, 605)
ad-title: اطلاع عام (5, 1154, 629, 1238)
section-chip[interactable] (297, 359, 412, 375)
redaction-block (617, 756, 653, 766)
chip-label: اظهار حمايتي (72, 517, 106, 525)
article-body: اڄ جي ڏينهن تي جونيئر پٽو جي جدوجهد قابل تعريف آهي، سيد محبوب شاھ چيو ته هن اڳواڻ جي جدوجهد ملڪ جي عوام لاءِ مثال آهي. هن چيو ته سنڌ جي عوام کي گڏجي پنهنجي حقن لاءِ جدوجهد ڪرڻ گهرجي ۽ ڪنهن به قسم جي ظلم جي خلاف آواز بلند ڪرڻ گهرجي. هن وڌيڪ چيو ته سنڌ جي ماڻهن جا مسئلا حل ڪرڻ لاءِ سڀني کي گڏجي ڪم ڪرڻو پوندو. (785, 73, 900, 123)
article-body: ضلعي انتظاميه چيو ته امن امان جي صورتحال بهتر آهي ۽ ڪنهن به قسم جي بدامني برداشت نه ڪئي ويندي. سيڪيورٽي سخت ڪئي وئي آهي ۽ ناڪن تي چيڪنگ جاري آهي. (541, 950, 656, 978)
masthead: روزنامي عوامي آواز (2) اربع 21 مئي 2025 ع (3, 2, 1147, 27)
redaction-block (373, 474, 409, 484)
redaction-block (739, 402, 775, 412)
article-body: آبادگارن چيو ته پاڻي جي کوٽ سبب فصل تباھ ٿي رهيا آهن. هنن آبپاشي کاتي کان فوري ڌيان جو مطالبو ڪيو. زمينون ويران ٿي رهيون آهن ۽ ڪڙمي پريشان آهن. (663, 207, 778, 235)
article-body: ضلعي انتظاميه پاران مختلف ادارن جو دورو ڪيو ويو جنهن ۾ اسپتال، اسڪول ۽ روينيو آفيسون شامل هيون. ڊي سي صاحب عملي جي حاضري بابت هدايتون ڏنيون ۽ چيو ته عام ماڻهن کي سهولتون فراهم ڪرڻ اولين ترجيح آهي. هن ڪيترن ئي شعبن جو معائنو ڪيو. (419, 32, 534, 76)
redaction-block (129, 642, 165, 652)
section-chip[interactable] (419, 506, 534, 522)
article-body: تعليمي ادارن ۾ اونهاري جي موڪلن جو اعلان ڪيو ويو آهي، نوٽيفڪيشن جاري ڪيو ويو. اسڪول 15 آگسٽ کان کلندا ۽ نئون تعليمي سال شروع ٿيندو. استادن ۽ شاگردن خوشي جو اظهار ڪيو. (175, 32, 290, 61)
article-body: تعليمي ادارن ۾ اونهاري جي موڪلن جو اعلان ڪيو ويو آهي، نوٽيفڪيشن جاري ڪيو ويو. اسڪول 15 آگسٽ کان کلندا ۽ نئون تعليمي سال شروع ٿيندو. استادن ۽ شاگردن خوشي جو اظهار ڪيو. (175, 595, 290, 624)
section-chip[interactable] (53, 451, 168, 467)
redaction-block (617, 642, 653, 652)
section-chip[interactable] (785, 540, 900, 556)
article-body: تعليمي ادارن ۾ اونهاري جي موڪلن جو اعلان ڪيو ويو آهي، نوٽيفڪيشن جاري ڪيو ويو. اسڪول 15 آگسٽ کان کلندا ۽ نئون تعليمي سال شروع ٿيندو. استادن ۽ شاگردن خوشي جو اظهار ڪيو. (53, 326, 168, 354)
section-chip[interactable] (175, 358, 290, 374)
article-body: علائقي جي ماڻهن شديد احتجاج ڪندي چيو ته انتظاميه سندن مسئلن کي نظرانداز ڪري رهي آهي. هنن مطالبو ڪيو ته فوري طور تي مسئلن جو حل ڪڍيو وڃي، نه ته احتجاج جو دائرو وڌايو ويندو. مظاهرين روڊ بند ڪري ٽائر ساڙيا ۽ نعرا هنيا. (53, 470, 168, 507)
redaction-block (129, 516, 165, 526)
redaction-block (1105, 646, 1141, 656)
headline-khairpur-meher: خيرپور ميرس جي صحت ڪارڊ جي ملازمتي ڪي پگهار ۽ نئين مطالبو (785, 296, 900, 316)
article-body: صحت مرڪز ۾ دوائن جي کوٽ سبب مريض پريشان آهن. عملدارن چيو ته جلد ئي دوائون فراهم ڪيون وينديون. مريضن ۽ سندن واسطيدارن شڪايت ڪئي ته ڊاڪٽر وقت تي نه ايندا آهن. (175, 648, 290, 676)
chip-label: ڊرگ حوالگي (72, 643, 106, 651)
ad-paragraph: میرے کلائنٹ نے پرنٹ میڈیا، سوشل میڈیا کے ذریعہ مسلسل ایک سال سے وقار ہائٹس، نور ہائٹس، بلیو اسکائی G+4 اور دیگر پروجیکٹس کے کلائنٹس/ اکرم فرما کو مطلع کر رہا ہے کہ اپنے بقایا جات کی ادائیگی کریں اور اپنے یونٹ کا قبضہ حاصل کریں میرے کلائنٹ نے ایک معاہدے کے تحت حیدرآباد میں موجود تمام پروجیکٹس M.M انٹر پرائز کی نگرانی میں دیے ہیں۔ تمام پروجیکٹس میں ترقیاتی و تعمیراتی کے امور M.M انٹر پرائز کے زیر نگرانی ہیں۔ (21, 1336, 614, 1580)
section-chip[interactable] (175, 418, 290, 434)
article-body: معزز عدالت طرفان ملزم جي ضمانت جي درخواست تي ٻڌڻي ٿي، وڪيل صفائي دليل ڏنا. عدالت ڪيس جي ٻڌڻي ايندڙ تاريخ تائين ملتوي ڪري ڇڏي. فريادي ڌر پڻ عدالت ۾ حاضر هئي. (785, 393, 900, 421)
section-chip[interactable] (907, 434, 1022, 450)
headline-school-holidays: پنجاب جي اسڪولن ۾ 28 مئي کان اونهاري جون موڪلون لاڳو (1028, 421, 1144, 441)
article-body: معزز عدالت طرفان ملزم جي ضمانت جي درخواست تي ٻڌڻي ٿي، وڪيل صفائي دليل ڏنا. عدالت ڪيس جي ٻڌڻي ايندڙ تاريخ تائين ملتوي ڪري ڇڏي. فريادي ڌر پڻ عدالت ۾ حاضر هئي. (1028, 609, 1144, 638)
headline-lead-left-sub: نون ڇهن ڪشالن ۾ جونيئر پٽو جي جدوجهد قابل تعريف آهي: سيد محبوب شاھ (1028, 71, 1144, 102)
article-body: علائقي جي ماڻهن شديد احتجاج ڪندي چيو ته انتظاميه سندن مسئلن کي نظرانداز ڪري رهي آهي. هنن مطالبو ڪيو ته فوري طور تي مسئلن جو حل ڪڍيو وڃي، نه ته احتجاج جو دائرو وڌايو ويندو. مظاهرين روڊ بند ڪري ٽائر ساڙيا ۽ نعرا هنيا. (663, 293, 778, 328)
phone-number[interactable]: 021-34800024 (322, 1950, 466, 1977)
section-chip[interactable] (297, 578, 412, 594)
headline-dc-tour: ڊي سي عبدالصمد نظاماڻي پاران دوڙ جي مختلف ادارن جو دورو (1028, 244, 1144, 264)
article-body: ضلعي انتظاميه چيو ته امن امان جي صورتحال بهتر آهي ۽ ڪنهن به قسم جي بدامني برداشت نه ڪئي ويندي. سيڪيورٽي سخت ڪئي وئي آهي ۽ ناڪن تي چيڪنگ جاري آهي. (785, 185, 900, 213)
article-body: ضلعي انتظاميه چيو ته امن امان جي صورتحال بهتر آهي ۽ ڪنهن به قسم جي بدامني برداشت نه ڪئي ويندي. سيڪيورٽي سخت ڪئي وئي آهي ۽ ناڪن تي چيڪنگ جاري آهي. (419, 418, 534, 446)
redaction-block (495, 635, 531, 645)
chip-label: ٻلاند ۽ قتل (441, 636, 469, 644)
redaction-block (861, 484, 897, 494)
section-chip[interactable] (1028, 643, 1144, 659)
article-body: ضلعي انتظاميه پاران مختلف ادارن جو دورو ڪيو ويو جنهن ۾ اسپتال، اسڪول ۽ روينيو آفيسون شامل هيون. ڊي سي صاحب عملي جي حاضري بابت هدايتون ڏنيون ۽ چيو ته عام ماڻهن کي سهولتون فراهم ڪرڻ اولين ترجيح آهي. هن ڪيترن ئي شعبن جو معائنو ڪيو. (907, 64, 1022, 108)
chip-label: خيرپور/لوڊشيڊنگ (1042, 647, 1087, 655)
redaction-block (861, 430, 897, 440)
chip-label: ٻلاند ۽ (567, 883, 587, 891)
redaction-block (129, 590, 165, 600)
article-body: علائقي جي ماڻهن شديد احتجاج ڪندي چيو ته انتظاميه سندن مسئلن کي نظرانداز ڪري رهي آهي. هنن مطالبو ڪيو ته فوري طور تي مسئلن جو حل ڪڍيو وڃي، نه ته احتجاج جو دائرو وڌايو ويندو. مظاهرين روڊ بند ڪري ٽائر ساڙيا ۽ نعرا هنيا. (419, 271, 534, 307)
article-body: ضلعي انتظاميه چيو ته امن امان جي صورتحال بهتر آهي ۽ ڪنهن به قسم جي بدامني برداشت نه ڪئي ويندي. سيڪيورٽي سخت ڪئي وئي آهي ۽ ناڪن تي چيڪنگ جاري آهي. (297, 184, 412, 213)
chip-label: خيرپور/لوڊشيڊنگ (66, 591, 112, 599)
article-body: تعليمي ادارن ۾ اونهاري جي موڪلن جو اعلان ڪيو ويو آهي، نوٽيفڪيشن جاري ڪيو ويو. اسڪول 15 آگسٽ کان کلندا ۽ نئون تعليمي سال شروع ٿيندو. استادن ۽ شاگردن خوشي جو اظهار ڪيو. (1028, 485, 1144, 515)
section-chip[interactable] (297, 297, 412, 313)
